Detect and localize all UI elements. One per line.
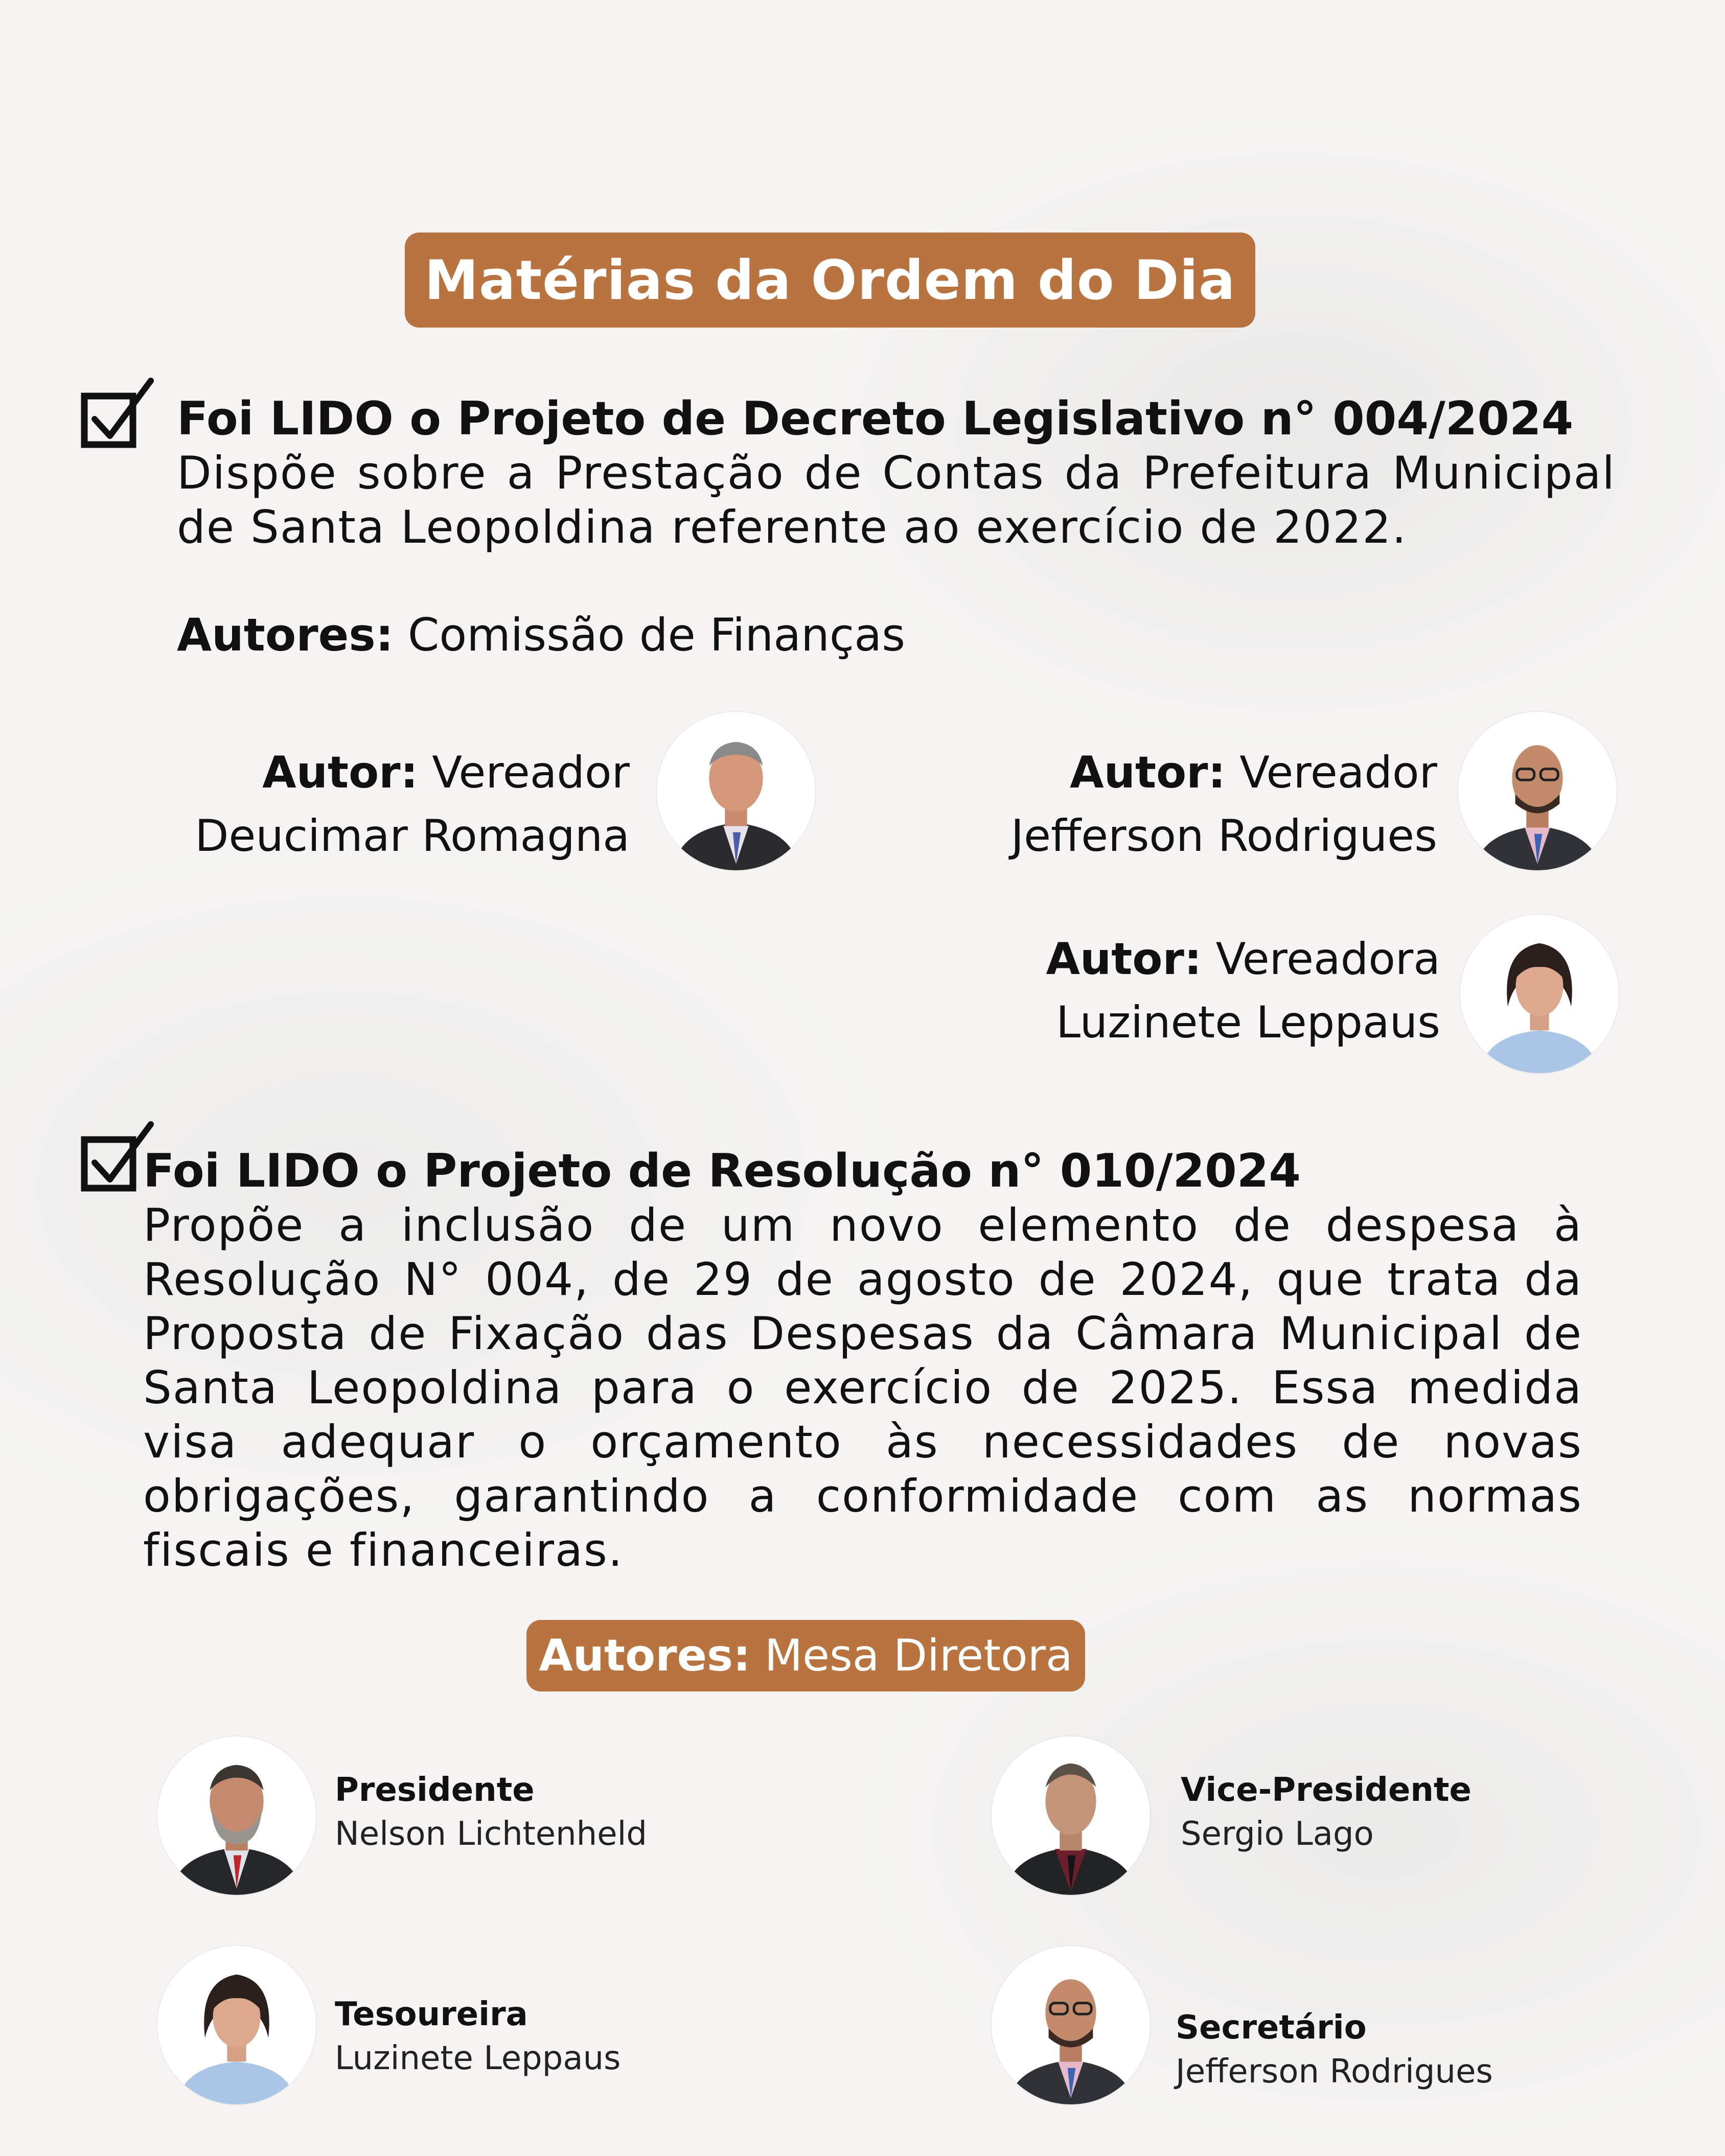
role-presidente: Presidente bbox=[335, 1771, 535, 1809]
avatar-deucimar bbox=[657, 712, 815, 870]
name-vice-presidente: Sergio Lago bbox=[1181, 1815, 1374, 1853]
autores-banner bbox=[526, 1620, 1085, 1691]
author-deucimar bbox=[195, 741, 630, 868]
name-secretario: Jefferson Rodrigues bbox=[1176, 2053, 1493, 2091]
author-luzinete bbox=[1046, 928, 1440, 1054]
avatar-luzinete-tesoureira bbox=[157, 1946, 316, 2104]
item1-autores-label: Autores: bbox=[177, 609, 394, 661]
role-secretario: Secretário bbox=[1176, 2009, 1367, 2047]
item2-heading: Foi LIDO o Projeto de Resolução n° 010/2024 bbox=[143, 1144, 1301, 1198]
title-banner bbox=[405, 233, 1255, 328]
role-tesoureira: Tesoureira bbox=[335, 1996, 528, 2033]
checkbox-checked-icon bbox=[79, 376, 156, 452]
author-label: Autor: bbox=[1070, 747, 1226, 798]
author-title: Vereadora bbox=[1202, 934, 1440, 985]
item2-autores-value: Mesa Diretora bbox=[750, 1630, 1073, 1681]
role-vice-presidente: Vice-Presidente bbox=[1181, 1771, 1471, 1809]
author-name: Deucimar Romagna bbox=[195, 810, 630, 862]
item1-description: Dispõe sobre a Prestação de Contas da Prefeitura Municipal de Santa Leopoldina referente ao exercício de 2022. bbox=[177, 447, 1616, 553]
avatar-luzinete bbox=[1460, 915, 1619, 1073]
avatar-nelson bbox=[157, 1736, 316, 1895]
author-jefferson bbox=[1011, 741, 1437, 868]
name-tesoureira: Luzinete Leppaus bbox=[335, 2039, 621, 2077]
author-name: Luzinete Leppaus bbox=[1056, 997, 1440, 1048]
author-title: Vereador bbox=[1225, 747, 1437, 798]
author-name: Jefferson Rodrigues bbox=[1010, 810, 1437, 862]
name-presidente: Nelson Lichtenheld bbox=[335, 1815, 647, 1853]
avatar-sergio bbox=[992, 1736, 1150, 1895]
item1-heading: Foi LIDO o Projeto de Decreto Legislativo n° 004/2024 bbox=[177, 392, 1574, 446]
item1-autores-value: Comissão de Finanças bbox=[393, 609, 906, 661]
author-label: Autor: bbox=[262, 747, 418, 798]
page-title: Matérias da Ordem do Dia bbox=[424, 248, 1236, 312]
author-label: Autor: bbox=[1046, 934, 1202, 985]
author-title: Vereador bbox=[418, 747, 630, 798]
item2-description: Propõe a inclusão de um novo elemento de despesa à Resolução N° 004, de 29 de agosto de 2024, que trata da Proposta de Fixação das Despesas da Câmara Municipal de Santa Leopoldina para o exercício de 2025. Essa medida visa adequar o orçamento às necessidades de novas obrigações, garantindo a conformidade com as normas fiscais e financeiras. bbox=[143, 1199, 1582, 1577]
avatar-jefferson bbox=[1458, 712, 1617, 870]
avatar-jefferson-secretario bbox=[992, 1946, 1150, 2104]
item2-autores-label: Autores: bbox=[539, 1630, 751, 1681]
item1-autores bbox=[177, 608, 905, 662]
